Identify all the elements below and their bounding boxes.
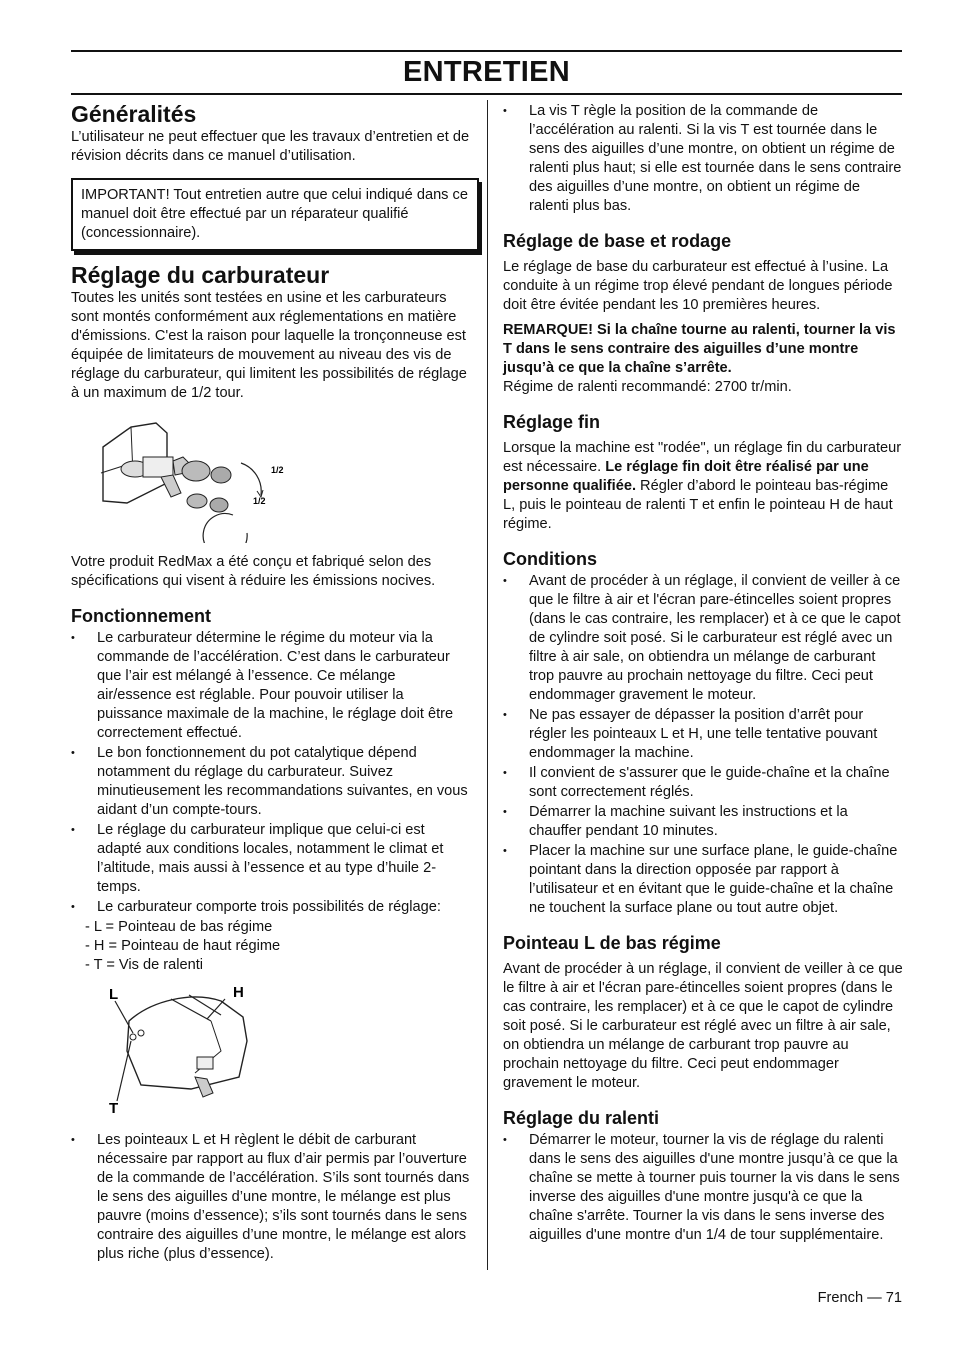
important-box <box>71 178 479 251</box>
screw-location-figure <box>71 981 271 1121</box>
list-item: • Démarrer la machine suivant les instructions et la chauffer pendant 10 minutes. <box>503 803 903 841</box>
ralenti-list <box>503 1131 903 1245</box>
list-item: • Placer la machine sur une surface plane, le guide-chaîne pointant dans la direction opposée par rapport à l’utilisateur et en évitant que le guide-chaîne et la chaîne ne touchent la surface plane ou tout autre objet. <box>503 842 903 918</box>
list-item: • Le carburateur comporte trois possibilités de réglage: <box>71 898 471 917</box>
setting-l: - L = Pointeau de bas régime <box>85 919 273 935</box>
conditions-list <box>503 572 903 918</box>
base-note: REMARQUE! Si la chaîne tourne au ralenti, tourner la vis T dans le sens contraire des aiguilles d’une montre jusqu’à ce que la chaîne s’arrête. <box>503 322 896 376</box>
base-text: Le réglage de base du carburateur est effectué à l’usine. La conduite à un régime trop élevé pendant de longues période doit être évitée pendant les 10 premières heures. <box>503 259 893 313</box>
pointeaux-list <box>71 1131 471 1264</box>
section-title-generalites: Généralités <box>71 101 197 127</box>
pointeau-text: Avant de procéder à un réglage, il convient de veiller à ce que le filtre à air et l'écran pare-étincelles soient propres (dans le cas contraire, les remplacer) et à ce que le capot de cylindre soit posé. Si le carburateur est réglé avec un filtre à air sale, on obtiendra un mélange de carburant trop pauvre au prochain nettoyage du filtre. Ceci peut endommager gravement le moteur. <box>503 961 903 1091</box>
section-title-base: Réglage de base et rodage <box>503 231 732 251</box>
figure1-label-b: 1/2 <box>253 496 266 506</box>
list-item: • Démarrer le moteur, tourner la vis de réglage du ralenti dans le sens des aiguilles d'une montre jusqu’à ce que la chaîne se mette à tourner puis tourner la vis dans le sens inverse des aiguilles d'une montre jusqu'à ce que la chaîne s'arrête. Tourner la vis dans le sens inverse des aiguilles d'une montre d'un 1/4 de tour supplémentaire. <box>503 1131 903 1245</box>
section-title-fin: Réglage fin <box>503 412 601 432</box>
header-rule-top <box>71 50 902 52</box>
fin-text <box>503 439 903 534</box>
redmax-text: Votre produit RedMax a été conçu et fabriqué selon des spécifications qui visent à réduire les émissions nocives. <box>71 554 436 589</box>
base-rpm: Régime de ralenti recommandé: 2700 tr/min. <box>503 379 792 395</box>
figure2-label-t: T <box>109 1100 119 1117</box>
fin-text-bold: Le réglage fin doit être réalisé par une personne qualifiée. <box>503 459 869 494</box>
fonctionnement-list <box>71 629 471 917</box>
list-item: • Il convient de s'assurer que le guide-chaîne et la chaîne sont correctement réglés. <box>503 764 903 802</box>
fin-text-1: Lorsque la machine est "rodée", un réglage fin du carburateur est nécessaire. <box>503 440 902 475</box>
list-item: • Le carburateur détermine le régime du moteur via la commande de l’accélération. C’est dans le carburateur que l’air est mélangé à l’essence. Ce mélange air/essence est réglable. Pour pouvoir utiliser la puissance maximale de la machine, le réglage doit être correctement effectué. <box>71 629 471 743</box>
page-header: ENTRETIEN <box>402 56 571 88</box>
figure2-label-h: H <box>233 984 244 1001</box>
vis-t-list <box>503 102 903 216</box>
right-column <box>503 100 903 1246</box>
list-item: • Avant de procéder à un réglage, il convient de veiller à ce que le filtre à air et l'écran pare-étincelles soient propres (dans le cas contraire, les remplacer) et à ce que le capot de cylindre soit posé. Si le carburateur est réglé avec un filtre à air sale, on obtiendra un mélange de carburant trop pauvre au prochain nettoyage du filtre. Ceci peut endommager gravement le moteur. <box>503 572 903 705</box>
page-number: French — 71 <box>817 1290 902 1306</box>
reglage-text: Toutes les unités sont testées en usine et les carburateurs sont montés conformément aux réglementations en matière d'émissions. C'est la raison pour laquelle la tronçonneuse est équipée de limitateurs de mouvement au niveau des vis de réglage du carburateur, qui limitent les possibilités de réglage à un maximum de 1/2 tour. <box>71 290 467 401</box>
left-column <box>71 100 471 1265</box>
section-title-ralenti: Réglage du ralenti <box>503 1108 660 1128</box>
important-text: IMPORTANT! Tout entretien autre que celui indiqué dans ce manuel doit être effectué par un réparateur qualifié (concessionnaire). <box>81 187 468 241</box>
list-item: • Le bon fonctionnement du pot catalytique dépend notamment du réglage du carburateur. Suivez minutieusement les recommandations suivantes, en vous aidant d’un compte-tours. <box>71 744 471 820</box>
setting-t: - T = Vis de ralenti <box>85 957 204 973</box>
figure2-label-l: L <box>109 986 119 1003</box>
list-item: • Le réglage du carburateur implique que celui-ci est adapté aux conditions locales, notamment le climat et l’altitude, mais aussi à l’essence et au type d’huile 2-temps. <box>71 821 471 897</box>
setting-h: - H = Pointeau de haut régime <box>85 938 281 954</box>
section-title-reglage: Réglage du carburateur <box>71 262 330 288</box>
section-title-fonctionnement: Fonctionnement <box>71 606 211 626</box>
list-item: • La vis T règle la position de la commande de l’accélération au ralenti. Si la vis T est tournée dans le sens des aiguilles d’une montre, on obtient un régime de ralenti plus haut; si elle est tournée dans le sens contraire des aiguilles d’une montre, on obtient un régime de ralenti plus bas. <box>503 102 903 216</box>
header-rule-bottom <box>71 93 902 95</box>
section-title-conditions: Conditions <box>503 549 597 569</box>
generalites-text: L’utilisateur ne peut effectuer que les travaux d’entretien et de révision décrits dans ce manuel d’utilisation. <box>71 129 470 164</box>
fin-text-2: Régler d’abord le pointeau bas-régime L, puis le pointeau de ralenti T et enfin le pointeau H de haut régime. <box>503 478 893 532</box>
list-item: • Les pointeaux L et H règlent le débit de carburant nécessaire par rapport au flux d’air permis par l’ouverture de la commande de l’accélération. S’ils sont tournés dans le sens des aiguilles d’une montre, le mélange est plus pauvre (moins d’essence); s’ils sont tournés dans le sens contraire des aiguilles d’une montre, le mélange est alors plus riche (plus d’essence). <box>71 1131 471 1264</box>
section-title-pointeau: Pointeau L de bas régime <box>503 933 721 953</box>
figure1-label-a: 1/2 <box>271 465 284 475</box>
list-item: • Ne pas essayer de dépasser la position d’arrêt pour régler les pointeaux L et H, une telle tentative pouvant endommager la machine. <box>503 706 903 763</box>
column-divider <box>487 100 488 1270</box>
carburetor-limiter-figure <box>71 413 301 543</box>
